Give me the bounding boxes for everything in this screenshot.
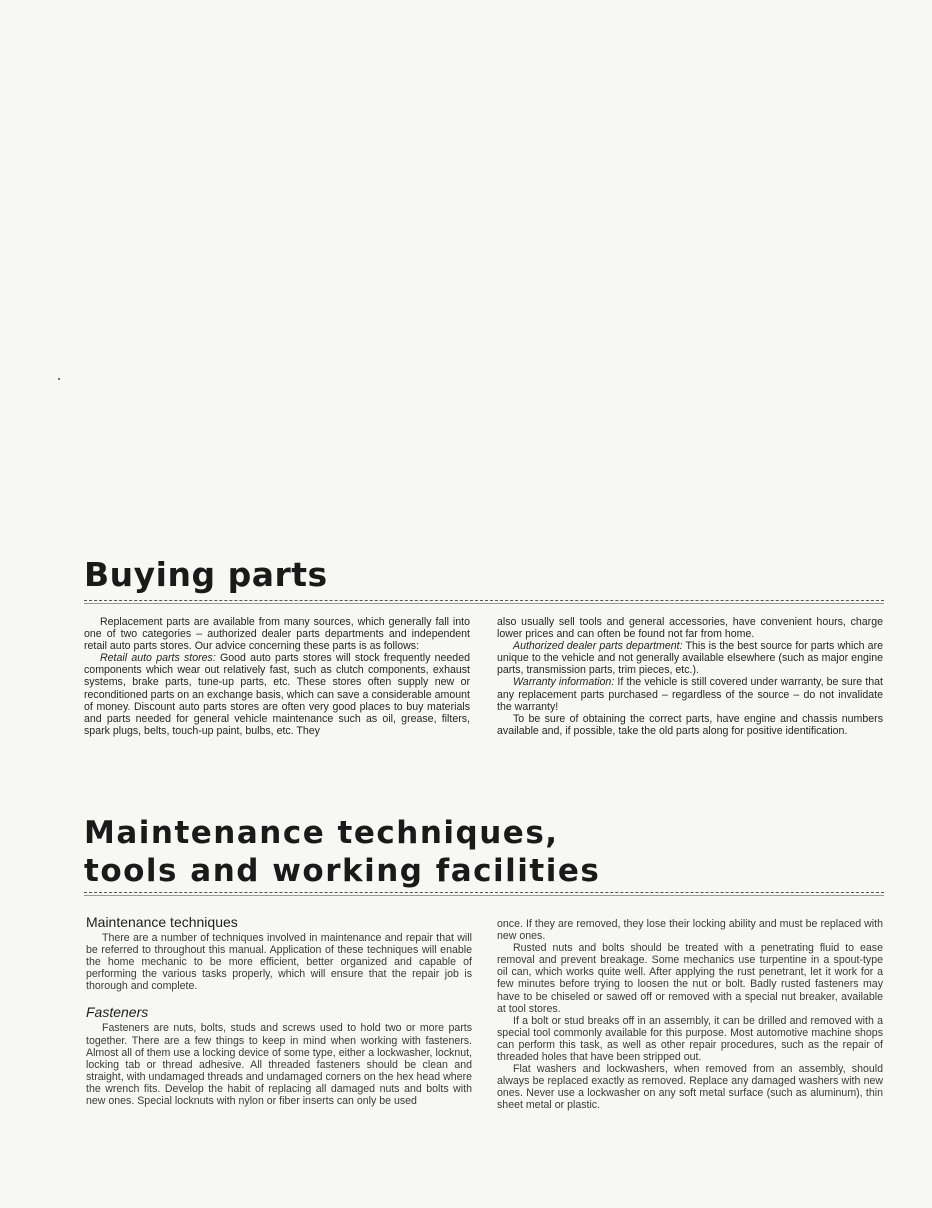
paragraph: If a bolt or stud breaks off in an assembly, it can be drilled and removed with a special tool commonly available for this purpose. Most automotive machine shops can perform this task, as well as other repair procedures, such as the repair of threaded holes that have been stripped out. — [497, 1014, 883, 1064]
paragraph-text: This is the best source for parts which are unique to the vehicle and not generally available elsewhere (such as major engine parts, transmission parts, trim pieces, etc.). — [497, 640, 883, 677]
inline-heading: Warranty information: — [513, 676, 615, 689]
paragraph — [84, 652, 470, 737]
inline-heading: Authorized dealer parts department: — [513, 640, 683, 653]
title-line: tools and working facilities — [84, 853, 601, 889]
paragraph — [497, 640, 883, 676]
paragraph: once. If they are removed, they lose their locking ability and must be replaced with new ones. — [497, 918, 883, 943]
buying-left-column — [84, 616, 470, 754]
title-line: Maintenance techniques, — [84, 815, 559, 851]
paragraph: Rusted nuts and bolts should be treated with a penetrating fluid to ease removal and prevent breakage. Some mechanics use turpentine in a spout-type oil can, which works quite well. After applying the rust penetrant, let it work for a few minutes before trying to loosen the nut or bolt. Badly rusted fasteners may have to be chiseled or sawed off or removed with a special nut breaker, available at tool stores. — [497, 942, 883, 1015]
subsection-heading: Fasteners — [86, 1004, 149, 1021]
paragraph-text: If the vehicle is still covered under warranty, be sure that any replacement parts purchased – regardless of the source – do not invalidate the warranty! — [497, 676, 883, 713]
title-rule — [84, 600, 884, 601]
inline-heading: Retail auto parts stores: — [100, 652, 216, 665]
paragraph: Flat washers and lockwashers, when removed from an assembly, should always be replaced exactly as removed. Replace any damaged washers with new ones. Never use a lockwasher on any soft metal surface (such as aluminum), thin sheet metal or plastic. — [497, 1063, 883, 1112]
paragraph — [497, 676, 883, 712]
paragraph: also usually sell tools and general accessories, have convenient hours, charge lower prices and can often be found not far from home. — [497, 616, 883, 641]
section-title-buying-parts: Buying parts — [84, 555, 328, 594]
maintenance-right-column — [497, 918, 883, 1154]
subsection-heading: Maintenance techniques — [86, 914, 238, 930]
paragraph-text: Good auto parts stores will stock frequently needed components which wear out relatively fast, such as clutch components, exhaust systems, brake parts, tune-up parts, etc. These stores often supply new or reconditioned parts on an exchange basis, which can save a considerable amount of money. Discount auto parts stores are often very good places to buy materials and parts needed for general vehicle maintenance such as oil, grease, filters, spark plugs, belts, touch-up paint, bulbs, etc. They — [84, 652, 470, 737]
title-rule — [84, 892, 884, 893]
paragraph: There are a number of techniques involved in maintenance and repair that will be referred to throughout this manual. Application of these techniques will enable the home mechanic to be more efficient, better organized and capable of performing the various tasks properly, which will ensure that the repair job is thorough and complete. — [86, 932, 472, 993]
title-rule — [84, 603, 884, 604]
paragraph: To be sure of obtaining the correct parts, have engine and chassis numbers available and, if possible, take the old parts along for positive identification. — [497, 712, 883, 737]
maintenance-left-column — [86, 914, 472, 1154]
buying-right-column — [497, 616, 883, 776]
paragraph: Fasteners are nuts, bolts, studs and screws used to hold two or more parts together. There are a few things to keep in mind when working with fasteners. Almost all of them use a locking device of some type, either a lockwasher, locknut, locking tab or thread adhesive. All threaded fasteners should be clean and straight, with undamaged threads and undamaged corners on the hex head where the wrench fits. Develop the habit of replacing all damaged nuts and bolts with new ones. Special locknuts with nylon or fiber inserts can only be used — [86, 1022, 472, 1108]
paragraph: Replacement parts are available from many sources, which generally fall into one of two categories – authorized dealer parts departments and independent retail auto parts stores. Our advice concerning these parts is as follows: — [84, 616, 470, 653]
section-title-maintenance — [84, 814, 600, 890]
title-rule — [84, 895, 884, 896]
scan-speck — [58, 378, 60, 380]
